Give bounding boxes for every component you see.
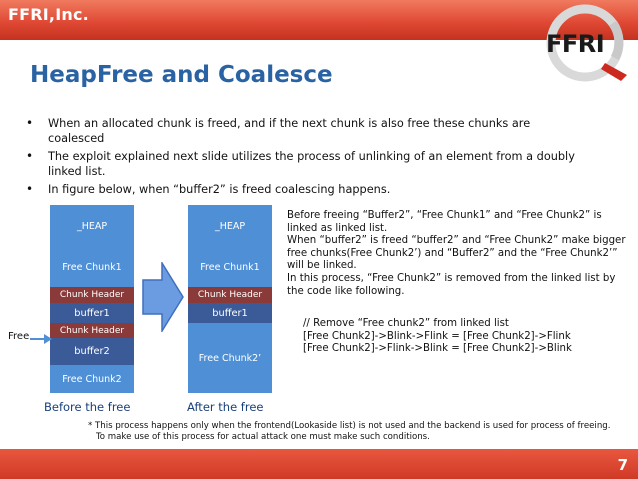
code-line: [Free Chunk2]->Flink->Blink = [Free Chunk2]->Blink (303, 343, 572, 355)
free-chunk1-block: Free Chunk1 (188, 247, 272, 287)
free-pointer-arrow-icon (30, 333, 52, 345)
page-title: HeapFree and Coalesce (30, 62, 333, 88)
chunk-header-block: Chunk Header (50, 323, 134, 338)
code-line: [Free Chunk2]->Blink->Flink = [Free Chunk2]->Flink (303, 330, 571, 342)
footer-bar (0, 449, 638, 479)
free-chunk1-block: Free Chunk1 (50, 247, 134, 287)
description-line: free chunks(Free Chunk2’) and “Buffer2” and the “Free Chunk2’” (287, 247, 618, 259)
bullet-dot-icon: • (26, 116, 34, 130)
footnote-line: * This process happens only when the frontend(Lookaside list) is not used and the backend is used for process of freeing. (88, 421, 611, 431)
buffer2-block: buffer2 (50, 338, 134, 365)
bullet-item: • When an allocated chunk is freed, and if the next chunk is also free these chunks are coalesced (26, 116, 531, 145)
page-number: 7 (617, 456, 628, 474)
before-free-stack (50, 205, 134, 393)
description-line: the code like following. (287, 285, 405, 297)
heap-block: _HEAP (188, 205, 272, 247)
footnote (88, 421, 633, 443)
description-line: In this process, “Free Chunk2” is removed from the linked list by (287, 272, 616, 284)
bullet-item: • The exploit explained next slide utilizes the process of unlinking of an element from a doubly linked list. (26, 149, 575, 178)
bullet-dot-icon: • (26, 182, 34, 196)
heap-block: _HEAP (50, 205, 134, 247)
org-name: FFRI,Inc. (8, 5, 89, 24)
free-chunk2-block: Free Chunk2 (50, 365, 134, 393)
free-chunk2-prime-block: Free Chunk2’ (188, 323, 272, 393)
code-snippet (303, 318, 633, 356)
after-free-stack (188, 205, 272, 393)
description-line: Before freeing “Buffer2”, “Free Chunk1” and “Free Chunk2” is (287, 210, 602, 221)
chunk-header-block: Chunk Header (50, 287, 134, 303)
bullet-dot-icon: • (26, 149, 34, 163)
after-caption: After the free (187, 400, 264, 414)
description-line: linked as linked list. (287, 222, 388, 234)
bullet-list (22, 116, 582, 200)
logo-text: FFRI (546, 30, 605, 58)
buffer1-block: buffer1 (50, 303, 134, 323)
transition-arrow-icon (142, 262, 184, 332)
description-line: will be linked. (287, 260, 357, 272)
bullet-item: • In figure below, when “buffer2” is freed coalescing happens. (26, 182, 391, 196)
buffer1-block: buffer1 (188, 303, 272, 323)
footnote-line: To make use of this process for actual attack one must make such conditions. (96, 432, 430, 442)
code-line: // Remove “Free chunk2” from linked list (303, 318, 509, 329)
before-caption: Before the free (44, 400, 131, 414)
description-text (287, 210, 632, 298)
free-label: Free (8, 331, 30, 342)
chunk-header-block: Chunk Header (188, 287, 272, 303)
description-line: When “buffer2” is freed “buffer2” and “Free Chunk2” make bigger (287, 235, 626, 247)
